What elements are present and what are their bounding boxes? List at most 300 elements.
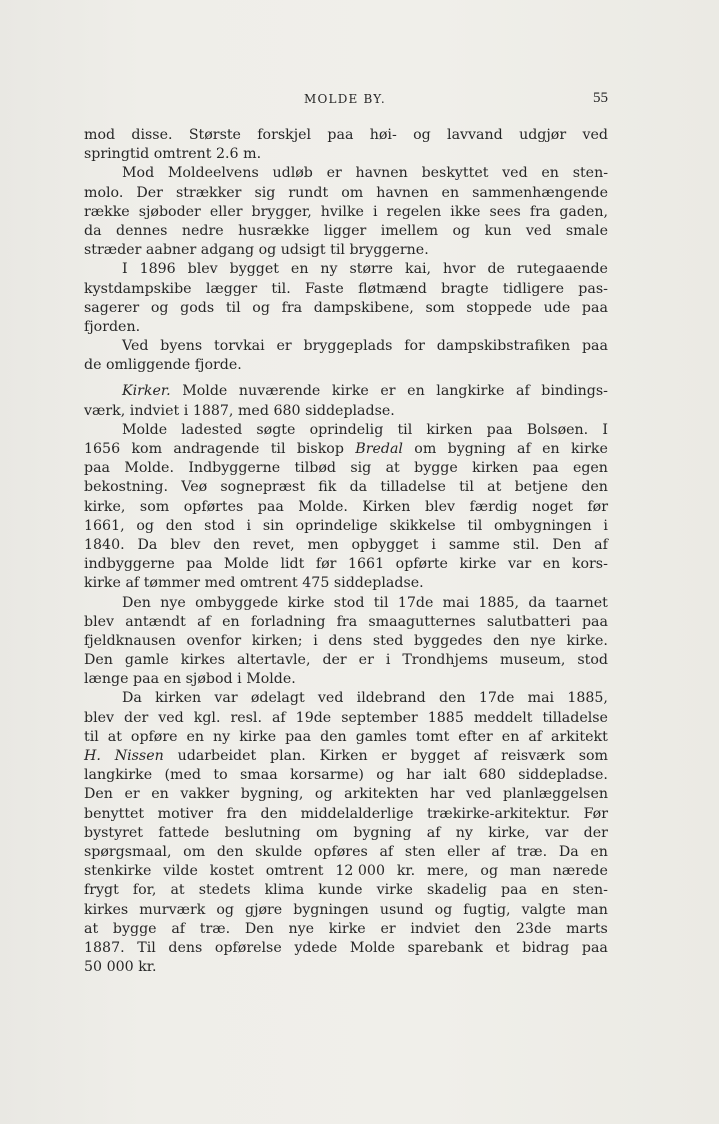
- word: i: [603, 517, 608, 534]
- word: til: [459, 479, 474, 496]
- word: længe: [84, 671, 129, 688]
- text-line: [84, 709, 608, 728]
- word: af: [426, 824, 441, 841]
- word: 23de: [515, 920, 552, 937]
- word: kirken: [472, 460, 519, 477]
- word: mai: [442, 594, 470, 611]
- word: er: [380, 383, 396, 400]
- word: før: [587, 498, 608, 515]
- word: Største: [188, 127, 241, 143]
- word: kirke: [570, 441, 608, 457]
- word: paa: [532, 460, 559, 477]
- word: af: [171, 920, 186, 937]
- text-line: [84, 145, 608, 164]
- word: der: [583, 824, 608, 841]
- text-line: [84, 920, 608, 939]
- word: kirkes: [180, 652, 225, 669]
- text-line: [84, 164, 608, 183]
- word: ikke: [450, 203, 481, 220]
- word: der: [322, 652, 347, 669]
- word: 1656: [84, 441, 121, 457]
- word: bygget: [229, 261, 279, 278]
- text-line: [84, 356, 608, 375]
- word: lægger: [205, 280, 258, 297]
- word: sig: [254, 184, 276, 201]
- word: en: [151, 786, 169, 803]
- text-line: [84, 785, 608, 804]
- word: af: [516, 383, 530, 400]
- word: række: [84, 203, 130, 220]
- word: kai,: [404, 261, 432, 278]
- word: af: [517, 441, 531, 457]
- word: paa: [501, 882, 528, 899]
- word: plan.: [270, 748, 306, 764]
- word: paa: [581, 338, 608, 355]
- word: ny: [455, 824, 473, 841]
- word: nye: [530, 632, 556, 649]
- word: sted: [372, 632, 404, 649]
- word: kirke: [328, 920, 366, 937]
- word: ved: [465, 786, 492, 803]
- word: blev: [424, 498, 455, 515]
- word: Kirker.: [122, 383, 171, 400]
- word: indviet: [410, 920, 460, 937]
- word: den: [213, 536, 240, 553]
- word: Faste: [305, 280, 344, 297]
- text-line: [84, 459, 608, 478]
- word: beslutning: [224, 824, 301, 841]
- word: værk,: [84, 402, 126, 419]
- word: kostet: [209, 863, 254, 880]
- word: af: [473, 748, 488, 764]
- word: fjorde.: [194, 357, 242, 374]
- word: har: [406, 767, 431, 784]
- word: var: [545, 824, 569, 841]
- word: aabner: [145, 242, 197, 259]
- word: adgang: [200, 242, 255, 259]
- word: omtrent: [240, 575, 298, 592]
- word: molo.: [84, 184, 124, 201]
- text-line: [84, 536, 608, 555]
- word: skadelig: [427, 882, 487, 899]
- word: paa: [84, 460, 110, 477]
- word: er: [276, 338, 292, 355]
- word: lidt: [280, 556, 305, 573]
- word: dennes: [116, 222, 168, 239]
- word: sig: [350, 460, 372, 477]
- word: langkirke: [436, 383, 505, 400]
- text-line: [84, 318, 608, 337]
- word: de: [487, 261, 505, 278]
- word: har: [429, 786, 455, 803]
- word: stedets: [198, 882, 251, 899]
- word: gods: [180, 299, 215, 316]
- word: ladested: [181, 421, 243, 438]
- word: hvor: [443, 261, 476, 278]
- word: 1885,: [478, 594, 520, 611]
- word: til: [373, 594, 389, 611]
- word: indbyggerne: [84, 556, 175, 573]
- word: en: [542, 556, 561, 573]
- word: en: [186, 728, 205, 745]
- word: bygningen: [293, 901, 369, 918]
- word: var: [214, 690, 238, 707]
- word: og: [314, 786, 333, 803]
- word: kr.: [138, 959, 157, 976]
- word: i: [246, 517, 252, 534]
- word: og: [136, 517, 155, 534]
- word: tilladelse: [542, 709, 608, 726]
- word: for,: [132, 882, 157, 899]
- word: Nissen: [114, 748, 164, 764]
- word: ialt: [443, 767, 467, 784]
- word: hvilke: [320, 203, 364, 220]
- word: og: [216, 901, 234, 918]
- word: bryggeplads: [303, 338, 393, 355]
- word: fjeldknausen: [84, 632, 176, 649]
- word: fra: [226, 805, 248, 822]
- word: Til: [137, 939, 156, 956]
- word: Molde.: [246, 671, 296, 688]
- word: kunde: [318, 882, 363, 899]
- word: kun: [484, 222, 512, 239]
- word: smaa: [240, 767, 278, 784]
- word: husrække: [238, 222, 310, 239]
- word: kirke,: [84, 498, 126, 515]
- word: da: [84, 222, 102, 239]
- word: er: [381, 748, 397, 764]
- page-header: [84, 90, 608, 110]
- word: kirke: [287, 594, 325, 611]
- word: og: [150, 299, 169, 316]
- word: men: [307, 536, 339, 553]
- word: paa: [581, 299, 608, 316]
- word: et: [495, 939, 510, 956]
- word: Da: [137, 536, 158, 553]
- word: bygning: [447, 441, 506, 457]
- word: revet,: [252, 536, 295, 553]
- word: og: [376, 767, 394, 784]
- word: siddepladse.: [305, 402, 395, 419]
- text-line: [84, 382, 608, 401]
- word: skikkelse: [389, 517, 456, 534]
- word: 1896: [139, 261, 176, 278]
- word: Trondhjems: [402, 652, 489, 669]
- word: dampskibene,: [313, 299, 414, 316]
- word: og: [258, 242, 277, 259]
- word: museum,: [500, 652, 566, 669]
- word: trækirke-arkitektur.: [426, 805, 571, 822]
- text-line: [84, 440, 608, 459]
- text-line: [84, 574, 608, 593]
- word: Den: [552, 536, 582, 553]
- word: træ.: [516, 843, 548, 860]
- word: pas-: [578, 280, 608, 297]
- word: ødelagt: [250, 690, 305, 707]
- word: paa: [581, 939, 608, 956]
- word: Veø: [181, 479, 208, 496]
- word: bygge: [112, 920, 157, 937]
- word: en: [501, 728, 520, 745]
- word: om: [414, 441, 437, 457]
- word: stil.: [512, 536, 540, 553]
- word: (med: [164, 767, 201, 784]
- word: og: [480, 863, 499, 880]
- word: i: [372, 203, 378, 220]
- word: Molde.: [298, 498, 348, 515]
- word: 1840.: [84, 536, 125, 553]
- word: Da: [558, 843, 579, 860]
- word: korsarme): [290, 767, 364, 784]
- word: arkitekt: [551, 728, 608, 745]
- word: paa: [327, 127, 354, 143]
- word: nærede: [552, 863, 608, 880]
- word: af: [491, 843, 506, 860]
- word: bygge: [414, 460, 458, 477]
- word: nedre: [181, 222, 224, 239]
- word: dens: [328, 632, 363, 649]
- word: motiver: [157, 805, 214, 822]
- word: nye: [160, 594, 186, 611]
- word: ovenfor: [186, 632, 242, 649]
- word: fra: [281, 299, 303, 316]
- word: 1887,: [192, 402, 234, 419]
- word: usund: [379, 901, 424, 918]
- word: der: [124, 709, 149, 726]
- word: paa: [133, 671, 160, 688]
- word: egen: [572, 460, 608, 477]
- word: fattede: [158, 824, 210, 841]
- word: den: [493, 632, 520, 649]
- word: omtrent: [153, 146, 212, 163]
- word: omtrent: [265, 863, 324, 880]
- word: rundt: [288, 184, 329, 201]
- word: 1661: [348, 556, 385, 573]
- word: bekostning.: [84, 479, 169, 496]
- word: 17de: [397, 594, 434, 611]
- word: forladning: [250, 613, 326, 630]
- page-number: 55: [593, 90, 608, 106]
- text-line: [84, 126, 608, 145]
- word: opførtes: [183, 498, 244, 515]
- word: sten-: [572, 882, 608, 899]
- word: Den: [84, 786, 113, 803]
- word: kirken: [426, 421, 473, 438]
- word: 1661,: [84, 517, 125, 534]
- word: m.: [243, 146, 262, 163]
- word: til: [397, 421, 413, 438]
- word: opføres: [313, 843, 368, 860]
- word: som: [578, 748, 608, 764]
- word: til: [270, 441, 286, 457]
- word: I: [602, 421, 608, 438]
- word: skulde: [255, 843, 303, 860]
- word: klima: [264, 882, 305, 899]
- word: i: [385, 652, 391, 669]
- word: gamle: [124, 652, 169, 669]
- word: i: [183, 402, 189, 419]
- word: kirke: [331, 383, 369, 400]
- word: den: [474, 920, 502, 937]
- word: gamles: [355, 728, 407, 745]
- word: 475: [302, 575, 330, 592]
- word: 19de: [295, 709, 332, 726]
- word: at: [385, 460, 400, 477]
- text-line: [84, 670, 608, 689]
- word: en: [542, 441, 560, 457]
- text-line: [84, 498, 608, 517]
- word: og: [434, 901, 453, 918]
- running-title: MOLDE BY.: [304, 92, 386, 106]
- word: antændt: [125, 613, 186, 630]
- text-line: [84, 843, 608, 862]
- word: 17de: [478, 690, 515, 707]
- word: ny: [213, 728, 231, 745]
- word: man: [576, 901, 608, 918]
- word: fik: [318, 479, 337, 496]
- word: Den: [244, 920, 274, 937]
- word: sparebank: [407, 939, 483, 956]
- text-line: [84, 402, 608, 421]
- word: Molde: [122, 421, 168, 438]
- word: bygget: [410, 748, 460, 764]
- word: den: [260, 805, 288, 822]
- word: Kirken: [362, 498, 411, 515]
- word: i: [431, 536, 436, 553]
- word: at: [487, 479, 502, 496]
- word: den: [216, 843, 244, 860]
- word: ombyggede: [195, 594, 279, 611]
- word: fjorden.: [84, 318, 141, 335]
- word: før: [315, 556, 337, 573]
- word: omliggende: [106, 357, 191, 374]
- word: en: [290, 261, 309, 278]
- word: at: [107, 728, 122, 745]
- word: smaagutternes: [368, 613, 476, 630]
- word: ydede: [294, 939, 338, 956]
- word: springtid: [84, 146, 150, 163]
- word: bryggerne.: [349, 242, 429, 259]
- word: af: [379, 843, 394, 860]
- word: Kirken: [319, 748, 368, 764]
- word: gjøre: [244, 901, 283, 918]
- word: Moldeelvens: [167, 165, 259, 182]
- word: Bolsøen.: [526, 421, 589, 438]
- text-line: [84, 805, 608, 824]
- word: opføre: [130, 728, 178, 745]
- text-line: [84, 632, 608, 651]
- word: opførte: [395, 556, 448, 573]
- word: søgte: [256, 421, 296, 438]
- word: reisværk: [501, 748, 565, 764]
- word: andragende: [173, 441, 260, 457]
- word: sten: [404, 843, 436, 860]
- text-line: [84, 613, 608, 632]
- word: til: [330, 242, 345, 259]
- word: kystdampskibe: [84, 280, 192, 297]
- word: om: [183, 843, 206, 860]
- word: kirke.: [566, 632, 608, 649]
- text-line: [84, 766, 608, 785]
- word: ved: [317, 690, 344, 707]
- word: at: [84, 920, 99, 937]
- word: Der: [136, 184, 163, 201]
- word: bindings-: [541, 383, 608, 400]
- word: er: [326, 165, 342, 182]
- word: den: [439, 690, 466, 707]
- word: beskyttet: [421, 165, 489, 182]
- word: resl.: [230, 709, 262, 726]
- word: paa: [186, 556, 213, 573]
- text-line: [84, 260, 608, 279]
- word: havnen: [355, 165, 408, 182]
- word: 680: [478, 767, 506, 784]
- word: stod: [333, 594, 365, 611]
- word: 1885,: [567, 690, 608, 707]
- text-line: [84, 689, 608, 708]
- word: mod: [84, 127, 116, 143]
- word: I: [122, 261, 128, 278]
- word: noget: [532, 498, 573, 515]
- word: man: [509, 863, 541, 880]
- word: torvkai: [214, 338, 265, 355]
- word: kirke,: [488, 824, 530, 841]
- word: middelalderlige: [300, 805, 414, 822]
- word: ved: [502, 165, 528, 182]
- text-line: [84, 478, 608, 497]
- word: siddepladse.: [333, 575, 424, 592]
- word: rutegaaende: [516, 261, 608, 278]
- text-line: [84, 517, 608, 536]
- word: som: [139, 498, 170, 515]
- word: for: [404, 338, 425, 355]
- word: stod: [577, 652, 608, 669]
- word: i: [237, 671, 242, 688]
- word: meddelt: [473, 709, 533, 726]
- word: tilbød: [294, 460, 336, 477]
- word: høi-: [369, 127, 397, 143]
- word: de: [84, 357, 102, 374]
- text-line: [84, 862, 608, 881]
- body-text: [84, 126, 608, 977]
- word: oprindelige: [295, 517, 378, 534]
- word: en: [590, 843, 608, 860]
- word: strækker: [175, 184, 242, 201]
- word: opførelse: [214, 939, 282, 956]
- word: havnen: [376, 184, 429, 201]
- word: kirke: [459, 556, 497, 573]
- word: en: [163, 671, 182, 688]
- text-line: [84, 299, 608, 318]
- word: efter: [458, 728, 493, 745]
- word: byens: [160, 338, 203, 355]
- word: fra: [336, 613, 358, 630]
- word: forskjel: [257, 127, 312, 143]
- word: ombygningen: [494, 517, 592, 534]
- word: to: [213, 767, 228, 784]
- word: mere,: [427, 863, 469, 880]
- word: disse.: [131, 127, 173, 143]
- word: sagerer: [84, 299, 140, 316]
- word: vakker: [180, 786, 230, 803]
- word: marts: [566, 920, 608, 937]
- word: og: [452, 222, 471, 239]
- word: Da: [122, 690, 142, 707]
- word: paa: [581, 613, 608, 630]
- word: Bredal: [355, 441, 403, 457]
- word: til.: [271, 280, 291, 297]
- text-line: [84, 747, 608, 766]
